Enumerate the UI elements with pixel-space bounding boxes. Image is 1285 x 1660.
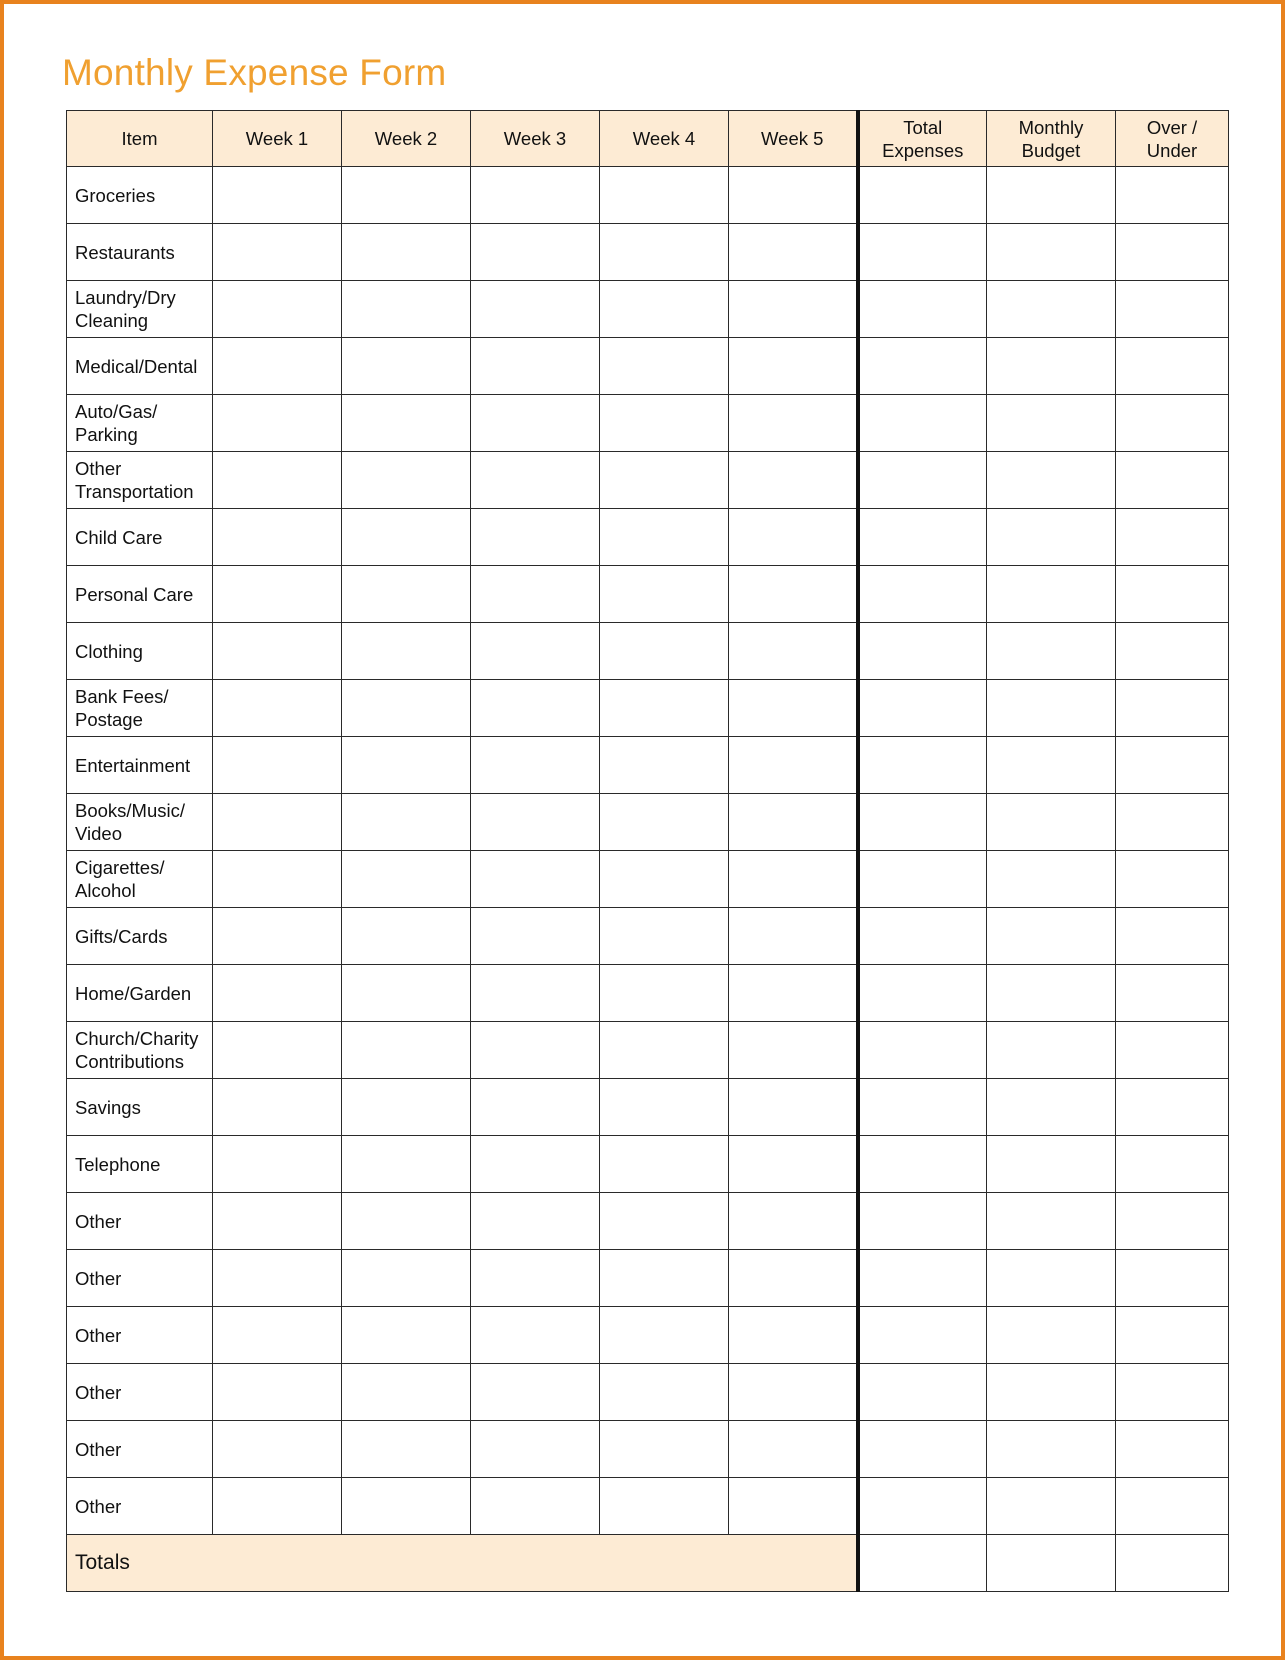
entry-cell-total[interactable] bbox=[858, 1250, 987, 1307]
entry-cell-budget[interactable] bbox=[987, 1478, 1116, 1535]
entry-cell-week2[interactable] bbox=[342, 1079, 471, 1136]
entry-cell-week2[interactable] bbox=[342, 452, 471, 509]
entry-cell-week5[interactable] bbox=[729, 452, 858, 509]
entry-cell-week3[interactable] bbox=[471, 509, 600, 566]
entry-cell-week2[interactable] bbox=[342, 1478, 471, 1535]
table-row bbox=[67, 1136, 1229, 1193]
entry-cell-week1[interactable] bbox=[213, 908, 342, 965]
entry-cell-week3[interactable] bbox=[471, 1079, 600, 1136]
entry-cell-total[interactable] bbox=[858, 566, 987, 623]
column-header-week2: Week 2 bbox=[342, 111, 471, 167]
entry-cell-over[interactable] bbox=[1116, 1478, 1229, 1535]
entry-cell-week3[interactable] bbox=[471, 1193, 600, 1250]
table-row bbox=[67, 566, 1229, 623]
entry-cell-week3[interactable] bbox=[471, 281, 600, 338]
entry-cell-over[interactable] bbox=[1116, 1193, 1229, 1250]
row-label: Entertainment bbox=[67, 737, 213, 794]
entry-cell-budget[interactable] bbox=[987, 281, 1116, 338]
entry-cell-budget[interactable] bbox=[987, 395, 1116, 452]
column-header-week4: Week 4 bbox=[600, 111, 729, 167]
entry-cell-week1[interactable] bbox=[213, 281, 342, 338]
table-row bbox=[67, 908, 1229, 965]
entry-cell-week2[interactable] bbox=[342, 623, 471, 680]
entry-cell-week5[interactable] bbox=[729, 1193, 858, 1250]
entry-cell-week3[interactable] bbox=[471, 1022, 600, 1079]
row-label: Gifts/Cards bbox=[67, 908, 213, 965]
entry-cell-week4[interactable] bbox=[600, 908, 729, 965]
entry-cell-week1[interactable] bbox=[213, 224, 342, 281]
entry-cell-total[interactable] bbox=[858, 1478, 987, 1535]
entry-cell-week5[interactable] bbox=[729, 566, 858, 623]
row-label: Savings bbox=[67, 1079, 213, 1136]
entry-cell-over[interactable] bbox=[1116, 908, 1229, 965]
entry-cell-total[interactable] bbox=[858, 281, 987, 338]
entry-cell-over[interactable] bbox=[1116, 224, 1229, 281]
row-label: Other bbox=[67, 1193, 213, 1250]
entry-cell-week4[interactable] bbox=[600, 1421, 729, 1478]
entry-cell-week5[interactable] bbox=[729, 1421, 858, 1478]
table-row bbox=[67, 395, 1229, 452]
table-row bbox=[67, 1022, 1229, 1079]
entry-cell-week3[interactable] bbox=[471, 395, 600, 452]
entry-cell-week5[interactable] bbox=[729, 1022, 858, 1079]
entry-cell-week4[interactable] bbox=[600, 623, 729, 680]
entry-cell-week5[interactable] bbox=[729, 281, 858, 338]
row-label: Books/Music/ Video bbox=[67, 794, 213, 851]
entry-cell-week4[interactable] bbox=[600, 794, 729, 851]
column-header-budget: Monthly Budget bbox=[987, 111, 1116, 167]
column-header-week5: Week 5 bbox=[729, 111, 858, 167]
table-row bbox=[67, 452, 1229, 509]
entry-cell-week2[interactable] bbox=[342, 1364, 471, 1421]
entry-cell-total[interactable] bbox=[858, 338, 987, 395]
row-label: Church/Charity Contributions bbox=[67, 1022, 213, 1079]
entry-cell-week5[interactable] bbox=[729, 1307, 858, 1364]
entry-cell-week2[interactable] bbox=[342, 1421, 471, 1478]
entry-cell-week3[interactable] bbox=[471, 224, 600, 281]
entry-cell-week4[interactable] bbox=[600, 1250, 729, 1307]
entry-cell-week1[interactable] bbox=[213, 338, 342, 395]
entry-cell-week3[interactable] bbox=[471, 1478, 600, 1535]
entry-cell-total[interactable] bbox=[858, 167, 987, 224]
entry-cell-week5[interactable] bbox=[729, 680, 858, 737]
entry-cell-over[interactable] bbox=[1116, 395, 1229, 452]
entry-cell-budget[interactable] bbox=[987, 794, 1116, 851]
entry-cell-week5[interactable] bbox=[729, 1079, 858, 1136]
entry-cell-week2[interactable] bbox=[342, 965, 471, 1022]
column-header-total: Total Expenses bbox=[858, 111, 987, 167]
page-title: Monthly Expense Form bbox=[62, 52, 447, 93]
entry-cell-over[interactable] bbox=[1116, 167, 1229, 224]
row-label: Other bbox=[67, 1364, 213, 1421]
entry-cell-week4[interactable] bbox=[600, 680, 729, 737]
row-label: Laundry/Dry Cleaning bbox=[67, 281, 213, 338]
entry-cell-budget[interactable] bbox=[987, 167, 1116, 224]
entry-cell-total[interactable] bbox=[858, 737, 987, 794]
entry-cell-week4[interactable] bbox=[600, 1478, 729, 1535]
entry-cell-over[interactable] bbox=[1116, 851, 1229, 908]
table-row bbox=[67, 509, 1229, 566]
row-label: Clothing bbox=[67, 623, 213, 680]
entry-cell-budget[interactable] bbox=[987, 680, 1116, 737]
entry-cell-week5[interactable] bbox=[729, 1364, 858, 1421]
entry-cell-week1[interactable] bbox=[213, 794, 342, 851]
entry-cell-budget[interactable] bbox=[987, 1193, 1116, 1250]
entry-cell-budget[interactable] bbox=[987, 1136, 1116, 1193]
entry-cell-week2[interactable] bbox=[342, 1250, 471, 1307]
entry-cell-week5[interactable] bbox=[729, 623, 858, 680]
entry-cell-total[interactable] bbox=[858, 908, 987, 965]
totals-row bbox=[67, 1535, 1229, 1592]
entry-cell-week3[interactable] bbox=[471, 851, 600, 908]
entry-cell-week1[interactable] bbox=[213, 965, 342, 1022]
entry-cell-week5[interactable] bbox=[729, 1478, 858, 1535]
entry-cell-week5[interactable] bbox=[729, 965, 858, 1022]
entry-cell-over[interactable] bbox=[1116, 566, 1229, 623]
entry-cell-week2[interactable] bbox=[342, 395, 471, 452]
entry-cell-total[interactable] bbox=[858, 1022, 987, 1079]
entry-cell-week2[interactable] bbox=[342, 281, 471, 338]
entry-cell-over[interactable] bbox=[1116, 623, 1229, 680]
row-label: Child Care bbox=[67, 509, 213, 566]
entry-cell-total[interactable] bbox=[858, 965, 987, 1022]
entry-cell-over[interactable] bbox=[1116, 509, 1229, 566]
entry-cell-budget[interactable] bbox=[987, 623, 1116, 680]
entry-cell-week2[interactable] bbox=[342, 224, 471, 281]
entry-cell-week4[interactable] bbox=[600, 167, 729, 224]
entry-cell-week3[interactable] bbox=[471, 965, 600, 1022]
entry-cell-week5[interactable] bbox=[729, 737, 858, 794]
entry-cell-week4[interactable] bbox=[600, 851, 729, 908]
entry-cell-week5[interactable] bbox=[729, 1250, 858, 1307]
entry-cell-week3[interactable] bbox=[471, 737, 600, 794]
entry-cell-over[interactable] bbox=[1116, 1079, 1229, 1136]
table-row bbox=[67, 1250, 1229, 1307]
entry-cell-over[interactable] bbox=[1116, 281, 1229, 338]
entry-cell-week4[interactable] bbox=[600, 1079, 729, 1136]
entry-cell-over[interactable] bbox=[1116, 1022, 1229, 1079]
entry-cell-week4[interactable] bbox=[600, 281, 729, 338]
row-label: Other bbox=[67, 1478, 213, 1535]
entry-cell-week5[interactable] bbox=[729, 794, 858, 851]
entry-cell-week4[interactable] bbox=[600, 965, 729, 1022]
entry-cell-budget[interactable] bbox=[987, 737, 1116, 794]
entry-cell-week2[interactable] bbox=[342, 167, 471, 224]
entry-cell-week4[interactable] bbox=[600, 509, 729, 566]
table-row bbox=[67, 680, 1229, 737]
entry-cell-week1[interactable] bbox=[213, 566, 342, 623]
entry-cell-week2[interactable] bbox=[342, 566, 471, 623]
entry-cell-week5[interactable] bbox=[729, 167, 858, 224]
entry-cell-budget[interactable] bbox=[987, 452, 1116, 509]
entry-cell-total[interactable] bbox=[858, 1364, 987, 1421]
row-label: Bank Fees/ Postage bbox=[67, 680, 213, 737]
expense-table bbox=[66, 110, 1229, 1592]
entry-cell-over[interactable] bbox=[1116, 680, 1229, 737]
entry-cell-over[interactable] bbox=[1116, 737, 1229, 794]
entry-cell-budget[interactable] bbox=[987, 1307, 1116, 1364]
entry-cell-week5[interactable] bbox=[729, 1136, 858, 1193]
table-row bbox=[67, 281, 1229, 338]
row-label: Groceries bbox=[67, 167, 213, 224]
entry-cell-week1[interactable] bbox=[213, 851, 342, 908]
entry-cell-week5[interactable] bbox=[729, 395, 858, 452]
entry-cell-week1[interactable] bbox=[213, 1364, 342, 1421]
row-label: Restaurants bbox=[67, 224, 213, 281]
entry-cell-week2[interactable] bbox=[342, 908, 471, 965]
entry-cell-total[interactable] bbox=[858, 452, 987, 509]
entry-cell-week5[interactable] bbox=[729, 851, 858, 908]
totals-label: Totals bbox=[67, 1535, 858, 1592]
entry-cell-week3[interactable] bbox=[471, 338, 600, 395]
entry-cell-week1[interactable] bbox=[213, 509, 342, 566]
entry-cell-over[interactable] bbox=[1116, 338, 1229, 395]
table-row bbox=[67, 1421, 1229, 1478]
row-label: Other bbox=[67, 1250, 213, 1307]
entry-cell-week1[interactable] bbox=[213, 1022, 342, 1079]
entry-cell-budget[interactable] bbox=[987, 1022, 1116, 1079]
entry-cell-week1[interactable] bbox=[213, 1250, 342, 1307]
entry-cell-week5[interactable] bbox=[729, 908, 858, 965]
row-label: Telephone bbox=[67, 1136, 213, 1193]
table-body bbox=[67, 167, 1229, 1592]
entry-cell-budget[interactable] bbox=[987, 908, 1116, 965]
entry-cell-week4[interactable] bbox=[600, 566, 729, 623]
entry-cell-total[interactable] bbox=[858, 851, 987, 908]
entry-cell-week4[interactable] bbox=[600, 1022, 729, 1079]
row-label: Medical/Dental bbox=[67, 338, 213, 395]
entry-cell-total[interactable] bbox=[858, 1136, 987, 1193]
entry-cell-budget[interactable] bbox=[987, 1364, 1116, 1421]
entry-cell-week4[interactable] bbox=[600, 737, 729, 794]
entry-cell-week4[interactable] bbox=[600, 224, 729, 281]
entry-cell-total[interactable] bbox=[858, 794, 987, 851]
table-row bbox=[67, 737, 1229, 794]
entry-cell-budget[interactable] bbox=[987, 1421, 1116, 1478]
entry-cell-week3[interactable] bbox=[471, 1307, 600, 1364]
column-header-over: Over / Under bbox=[1116, 111, 1229, 167]
entry-cell-over[interactable] bbox=[1116, 1136, 1229, 1193]
entry-cell-budget[interactable] bbox=[987, 509, 1116, 566]
entry-cell-week1[interactable] bbox=[213, 1421, 342, 1478]
table-row bbox=[67, 965, 1229, 1022]
header-row bbox=[67, 111, 1229, 167]
entry-cell-week3[interactable] bbox=[471, 908, 600, 965]
entry-cell-week1[interactable] bbox=[213, 1079, 342, 1136]
entry-cell-over[interactable] bbox=[1116, 1364, 1229, 1421]
table-row bbox=[67, 1193, 1229, 1250]
entry-cell-week3[interactable] bbox=[471, 1364, 600, 1421]
entry-cell-week4[interactable] bbox=[600, 452, 729, 509]
entry-cell-week3[interactable] bbox=[471, 167, 600, 224]
table-row bbox=[67, 1478, 1229, 1535]
entry-cell-budget[interactable] bbox=[987, 1250, 1116, 1307]
entry-cell-week3[interactable] bbox=[471, 794, 600, 851]
entry-cell-over[interactable] bbox=[1116, 794, 1229, 851]
entry-cell-over[interactable] bbox=[1116, 1307, 1229, 1364]
entry-cell-total[interactable] bbox=[858, 680, 987, 737]
entry-cell-over[interactable] bbox=[1116, 965, 1229, 1022]
row-label: Auto/Gas/ Parking bbox=[67, 395, 213, 452]
totals-cell-total[interactable] bbox=[858, 1535, 987, 1592]
entry-cell-week5[interactable] bbox=[729, 509, 858, 566]
entry-cell-total[interactable] bbox=[858, 1307, 987, 1364]
entry-cell-over[interactable] bbox=[1116, 1421, 1229, 1478]
entry-cell-week1[interactable] bbox=[213, 1136, 342, 1193]
entry-cell-budget[interactable] bbox=[987, 851, 1116, 908]
column-header-item: Item bbox=[67, 111, 213, 167]
table-row bbox=[67, 167, 1229, 224]
entry-cell-week3[interactable] bbox=[471, 680, 600, 737]
entry-cell-week1[interactable] bbox=[213, 1478, 342, 1535]
row-label: Home/Garden bbox=[67, 965, 213, 1022]
row-label: Other bbox=[67, 1307, 213, 1364]
totals-cell-budget[interactable] bbox=[987, 1535, 1116, 1592]
entry-cell-week4[interactable] bbox=[600, 1364, 729, 1421]
entry-cell-week2[interactable] bbox=[342, 509, 471, 566]
totals-cell-over[interactable] bbox=[1116, 1535, 1229, 1592]
entry-cell-total[interactable] bbox=[858, 509, 987, 566]
entry-cell-week1[interactable] bbox=[213, 452, 342, 509]
entry-cell-week4[interactable] bbox=[600, 1193, 729, 1250]
entry-cell-week2[interactable] bbox=[342, 1193, 471, 1250]
table-row bbox=[67, 851, 1229, 908]
table-row bbox=[67, 1364, 1229, 1421]
entry-cell-week1[interactable] bbox=[213, 623, 342, 680]
entry-cell-total[interactable] bbox=[858, 1079, 987, 1136]
column-header-week3: Week 3 bbox=[471, 111, 600, 167]
entry-cell-week2[interactable] bbox=[342, 1022, 471, 1079]
entry-cell-budget[interactable] bbox=[987, 1079, 1116, 1136]
row-label: Personal Care bbox=[67, 566, 213, 623]
row-label: Other Transportation bbox=[67, 452, 213, 509]
entry-cell-budget[interactable] bbox=[987, 224, 1116, 281]
table-row bbox=[67, 1307, 1229, 1364]
table-row bbox=[67, 794, 1229, 851]
entry-cell-week3[interactable] bbox=[471, 1250, 600, 1307]
entry-cell-over[interactable] bbox=[1116, 452, 1229, 509]
entry-cell-week4[interactable] bbox=[600, 1307, 729, 1364]
entry-cell-budget[interactable] bbox=[987, 566, 1116, 623]
entry-cell-week1[interactable] bbox=[213, 1307, 342, 1364]
table-row bbox=[67, 1079, 1229, 1136]
entry-cell-over[interactable] bbox=[1116, 1250, 1229, 1307]
column-header-week1: Week 1 bbox=[213, 111, 342, 167]
entry-cell-week1[interactable] bbox=[213, 167, 342, 224]
table-row bbox=[67, 224, 1229, 281]
entry-cell-total[interactable] bbox=[858, 623, 987, 680]
entry-cell-week3[interactable] bbox=[471, 1421, 600, 1478]
entry-cell-week1[interactable] bbox=[213, 1193, 342, 1250]
entry-cell-total[interactable] bbox=[858, 1193, 987, 1250]
entry-cell-week2[interactable] bbox=[342, 737, 471, 794]
entry-cell-week3[interactable] bbox=[471, 452, 600, 509]
entry-cell-week2[interactable] bbox=[342, 794, 471, 851]
entry-cell-budget[interactable] bbox=[987, 338, 1116, 395]
entry-cell-week5[interactable] bbox=[729, 224, 858, 281]
entry-cell-week1[interactable] bbox=[213, 395, 342, 452]
entry-cell-week2[interactable] bbox=[342, 338, 471, 395]
entry-cell-week1[interactable] bbox=[213, 737, 342, 794]
entry-cell-week4[interactable] bbox=[600, 1136, 729, 1193]
table-row bbox=[67, 338, 1229, 395]
entry-cell-week2[interactable] bbox=[342, 680, 471, 737]
entry-cell-week3[interactable] bbox=[471, 566, 600, 623]
entry-cell-week1[interactable] bbox=[213, 680, 342, 737]
row-label: Cigarettes/ Alcohol bbox=[67, 851, 213, 908]
entry-cell-week2[interactable] bbox=[342, 1307, 471, 1364]
entry-cell-week3[interactable] bbox=[471, 623, 600, 680]
entry-cell-week4[interactable] bbox=[600, 395, 729, 452]
entry-cell-week4[interactable] bbox=[600, 338, 729, 395]
entry-cell-total[interactable] bbox=[858, 1421, 987, 1478]
entry-cell-week2[interactable] bbox=[342, 851, 471, 908]
entry-cell-week5[interactable] bbox=[729, 338, 858, 395]
entry-cell-week3[interactable] bbox=[471, 1136, 600, 1193]
entry-cell-total[interactable] bbox=[858, 395, 987, 452]
entry-cell-total[interactable] bbox=[858, 224, 987, 281]
table-row bbox=[67, 623, 1229, 680]
entry-cell-budget[interactable] bbox=[987, 965, 1116, 1022]
entry-cell-week2[interactable] bbox=[342, 1136, 471, 1193]
row-label: Other bbox=[67, 1421, 213, 1478]
